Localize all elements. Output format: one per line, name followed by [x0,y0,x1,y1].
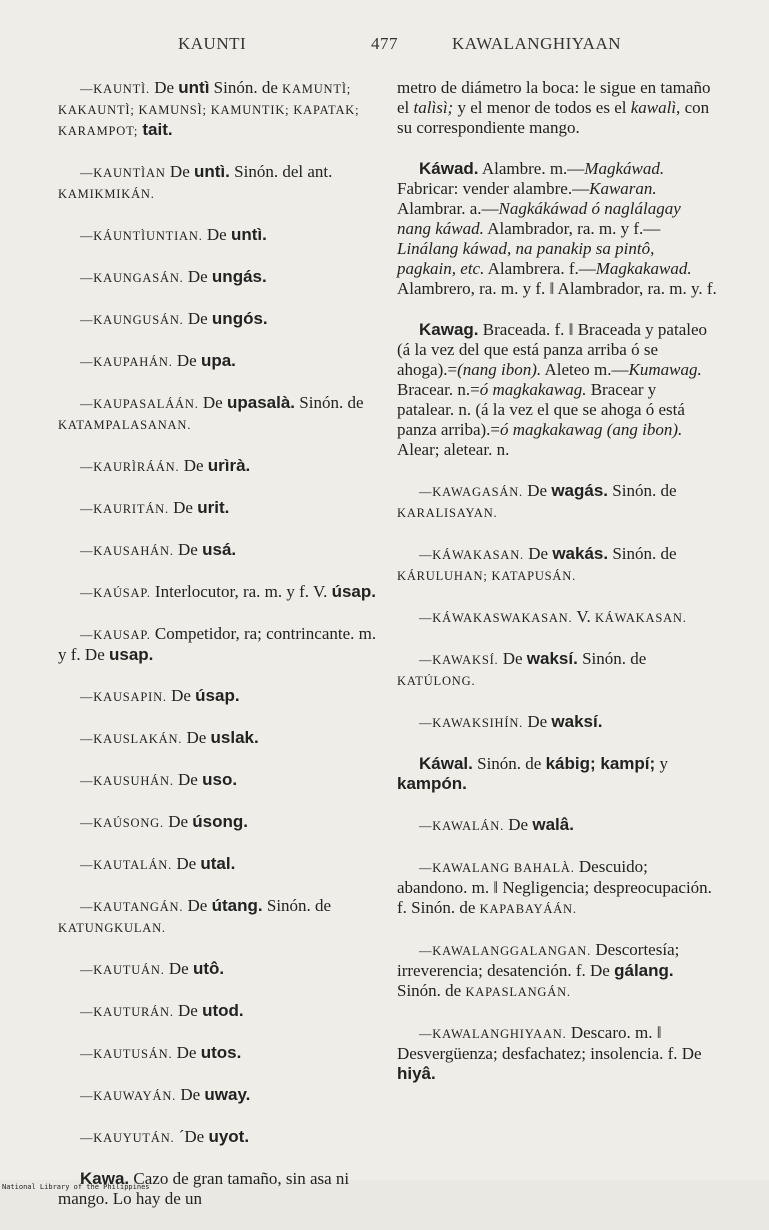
entry: —KAWALANGGALANGAN. Descortesía; irreverencia; desatención. f. De gálang. Sinón. de KAPASLANGÁN. [397,940,680,1000]
entry: Káwad. Alambre. m.—Magkáwad. Fabricar: vender alambre.—Kawaran. Alambrar. a.—Nagkákáwad ó naglálagay nang káwad. Alambrador, ra. m. y f.—Linálang káwad, na panakip sa pintô, pagkain, etc. Alambrera. f.—Magkakawad. Alambrero, ra. m. y f. ‖ Alambrador, ra. m. y. f. [397,159,717,298]
entry: —KAUSAP. Competidor, ra; contrincante. m. y f. De usap. [58,624,377,664]
page-number: 477 [371,34,398,53]
entry: —KAWAKSIHÍN. De waksí. [419,712,603,731]
entry: —KAUTANGÁN. De útang. Sinón. de KATUNGKULAN. [58,896,332,935]
left-column [58,78,378,1230]
entry: —KAURÌRÁÁN. De urìrà. [80,456,251,475]
entry: —KAUSLAKÁN. De uslak. [80,728,259,747]
entry: —KAUTALÁN. De utal. [80,854,236,873]
entry: —KAÚSAP. Interlocutor, ra. m. y f. V. úsap. [80,582,376,601]
entry: metro de diámetro la boca: le sigue en tamaño el talìsì; y el menor de todos es el kawalì, con su correspondiente mango. [397,78,711,137]
entry: —KAUTUSÁN. De utos. [80,1043,242,1062]
entry: —KAUSUHÁN. De uso. [80,770,238,789]
entry: —KAUTUÁN. De utô. [80,959,225,978]
entry: —KAUYUTÁN. ´De uyot. [80,1127,250,1146]
entry: —KAUNTÌ. De untì Sinón. de KAMUNTÌ; KAKAUNTÌ; KAMUNSÌ; KAMUNTIK; KAPATAK; KARAMPOT; tait. [58,78,360,139]
entry: Kawa. Cazo de gran tamaño, sin asa ni mango. Lo hay de un [58,1169,350,1208]
entry: —KAUTURÁN. De utod. [80,1001,244,1020]
entry: —KAUPAHÁN. De upa. [80,351,236,370]
entry: —KÁWAKASAN. De wakás. Sinón. de KÁRULUHAN; KATAPUSÁN. [397,544,677,583]
entry: —KAWALANGHIYAAN. Descaro. m. ‖ Desvergüenza; desfachatez; insolencia. f. De hiyâ. [397,1023,702,1083]
entry: —KAUSAHÁN. De usá. [80,540,237,559]
entry: —KAUNGUSÁN. De ungós. [80,309,268,328]
entry: —KAUSAPIN. De úsap. [80,686,240,705]
entry: —KAUPASALÁÁN. De upasalà. Sinón. de KATAMPALASANAN. [58,393,364,432]
entry: —KAWALÁN. De walâ. [419,815,574,834]
entry: —KAUNTÌAN De untì. Sinón. del ant. KAMIKMIKÁN. [58,162,333,201]
entry: —KAWALANG BAHALÀ. Descuido; abandono. m. ‖ Negligencia; despreocupación. f. Sinón. de KAPABAYÁÁN. [397,857,712,917]
entry: —KAUWAYÁN. De uway. [80,1085,251,1104]
entry: —KÁWAKASWAKASAN. V. KÁWAKASAN. [419,607,687,626]
header-left-guideword: KAUNTI [178,34,247,53]
entry: Káwal. Sinón. de kábig; kampí; y kampón. [397,754,668,793]
entry: —KAWAGASÁN. De wagás. Sinón. de KARALISAYAN. [397,481,677,520]
entry: Kawag. Braceada. f. ‖ Braceada y pataleo (á la vez del que está panza arriba ó se ahoga).=(nang ibon). Aleteo m.—Kumawag. Bracear. n.=ó magkakawag. Bracear y patalear. n. (á la vez el que se ahoga ó está panza arriba).=ó magkakawag (ang ibon). Alear; aletear. n. [397,320,708,459]
entry: —KAUNGASÁN. De ungás. [80,267,267,286]
entry: —KÁUNTÌUNTIAN. De untì. [80,225,267,244]
entry: —KAWAKSÍ. De waksí. Sinón. de KATÚLONG. [397,649,647,688]
entry: —KAÚSONG. De úsong. [80,812,248,831]
header-right-guideword: KAWALANGHIYAAN [452,34,622,53]
library-footer: National Library of the Philippines [2,1183,150,1191]
entry: —KAURITÁN. De urit. [80,498,230,517]
right-column [397,78,717,1105]
